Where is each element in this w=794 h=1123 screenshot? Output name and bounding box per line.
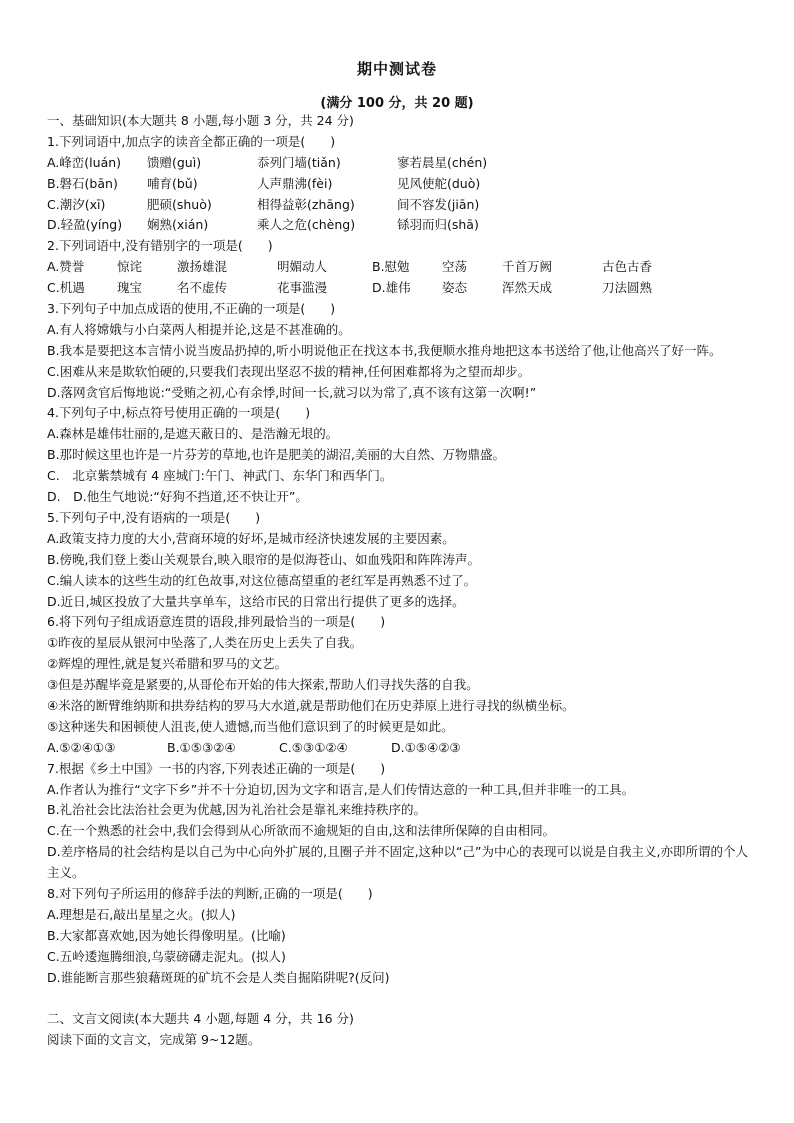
option-word: 刀法圆熟 [602, 280, 653, 296]
page-title: 期中测试卷 [356, 60, 437, 78]
option-row [47, 153, 757, 174]
option-word: 见风使舵(duò) [397, 175, 481, 191]
option-d: D.谁能断言那些狼藉斑斑的矿坑不会是人类自掘陷阱呢?(反问) [47, 969, 390, 985]
option-word: 瑰宝 [117, 280, 143, 296]
option-word: 娴熟(xián) [147, 217, 209, 233]
option-d: D.近日,城区投放了大量共享单车，这给市民的日常出行提供了更多的选择。 [47, 593, 465, 609]
option-word: 花事滥漫 [277, 280, 328, 296]
option-c: C. 北京紫禁城有 4 座城门:午门、神武门、东华门和西华门。 [47, 468, 393, 484]
option-row [47, 257, 757, 278]
section-heading: 二、文言文阅读(本大题共 4 小题,每题 4 分，共 16 分) [47, 1011, 354, 1027]
option-word: B.磐石(bān) [47, 175, 118, 191]
option-word: 明媚动人 [277, 259, 328, 275]
option-word: 名不虚传 [177, 280, 228, 296]
option-word: 忝列门墙(tiǎn) [257, 154, 341, 170]
option-a: A.森林是雄伟壮丽的,是遮天蔽日的、是浩瀚无垠的。 [47, 426, 339, 442]
option-word: 姿态 [442, 280, 468, 296]
sentence-5: ⑤这种迷失和困顿使人沮丧,使人遗憾,而当他们意识到了的时候更是如此。 [47, 718, 454, 734]
option-b: B.傍晚,我们登上娄山关观景台,映入眼帘的是似海苍山、如血残阳和阵阵涛声。 [47, 551, 480, 567]
question-stem: 8.对下列句子所运用的修辞手法的判断,正确的一项是( ) [47, 886, 373, 901]
option-a: A.政策支持力度的大小,营商环境的好坏,是城市经济快速发展的主要因素。 [47, 530, 455, 546]
sentence-3: ③但是苏醒毕竟是紧要的,从哥伦布开始的伟大探索,帮助人们寻找失落的自我。 [47, 677, 479, 693]
option-d: D.差序格局的社会结构是以自己为中心向外扩展的,且圈子并不固定,这种以“己”为中心的表现可以说是自我主义,亦即所谓的个人主义。 [47, 844, 748, 881]
question-stem: 5.下列句子中,没有语病的一项是( ) [47, 509, 261, 525]
option-c: C.在一个熟悉的社会中,我们会得到从心所欲而不逾规矩的自由,这和法律所保障的自由相同。 [47, 823, 556, 839]
option-word: 间不容发(jiān) [397, 196, 480, 212]
option-row [47, 215, 757, 236]
option-word: D.轻盈(yíng) [47, 217, 123, 233]
sentence-1: ①昨夜的星辰从银河中坠落了,人类在历史上丢失了自我。 [47, 635, 363, 651]
option-word: 馈赠(guì) [147, 154, 202, 170]
spacer [47, 988, 757, 1009]
option-d: D.①⑤④②③ [391, 739, 461, 755]
option-row [47, 174, 757, 195]
option-b: B.那时候这里也许是一片芬芳的草地,也许是肥美的湖沼,美丽的大自然、万物鼎盛。 [47, 447, 505, 463]
option-row [47, 738, 757, 759]
option-word: C.机遇 [47, 280, 85, 296]
sentence-2: ②辉煌的理性,就是复兴希腊和罗马的文艺。 [47, 656, 288, 672]
option-word: A.赞誉 [47, 259, 85, 275]
option-b: B.礼治社会比法治社会更为优越,因为礼治社会是靠礼来维持秩序的。 [47, 802, 427, 818]
option-a: A.⑤②④①③ [47, 739, 116, 755]
question-stem: 4.下列句子中,标点符号使用正确的一项是( ) [47, 405, 311, 421]
section-heading: 一、基础知识(本大题共 8 小题,每小题 3 分，共 24 分) [47, 113, 354, 128]
page-subtitle: (满分 100 分，共 20 题) [320, 96, 474, 111]
option-c: C.困难从来是欺软怕硬的,只要我们表现出坚忍不拔的精神,任何困难都将为之望而却步。 [47, 363, 531, 379]
option-word: 相得益彰(zhāng) [257, 196, 355, 212]
option-word: 寥若晨星(chén) [397, 154, 488, 170]
option-d: D.落网贪官后悔地说:“受贿之初,心有余悸,时间一长,就习以为常了,真不该有这第一次啊!” [47, 384, 537, 400]
option-word: 哺育(bǔ) [147, 175, 198, 191]
option-word: B.慰勉 [372, 259, 410, 275]
sentence-4: ④米洛的断臂维纳斯和拱券结构的罗马大水道,就是帮助他们在历史莽原上进行寻找的纵横坐标。 [47, 697, 575, 713]
option-b: B.①⑤③②④ [167, 739, 236, 755]
option-word: C.潮汐(xī) [47, 196, 106, 212]
option-word: D.雄伟 [372, 280, 411, 296]
reading-instruction: 阅读下面的文言文，完成第 9~12题。 [47, 1032, 261, 1048]
option-a: A.理想是石,敲出星星之火。(拟人) [47, 906, 236, 922]
option-c: C.⑤③①②④ [279, 739, 348, 755]
option-c: C.编人读本的这些生动的红色故事,对这位德高望重的老红军是再熟悉不过了。 [47, 572, 477, 588]
option-word: 肥硕(shuò) [147, 196, 212, 212]
option-row [47, 278, 757, 299]
option-word: 古色古香 [602, 259, 653, 275]
question-stem: 3.下列句子中加点成语的使用,不正确的一项是( ) [47, 301, 336, 317]
question-stem: 1.下列词语中,加点字的读音全都正确的一项是( ) [47, 133, 336, 149]
option-a: A.有人将嫦娥与小白菜两人相提并论,这是不甚准确的。 [47, 321, 351, 337]
option-word: 浑然天成 [502, 280, 553, 296]
option-word: 铩羽而归(shā) [397, 217, 479, 233]
option-b: B.大家都喜欢她,因为她长得像明星。(比喻) [47, 927, 286, 943]
option-word: 人声鼎沸(fèi) [257, 175, 333, 191]
option-word: A.峰峦(luán) [47, 154, 122, 170]
option-row [47, 195, 757, 216]
exam-content [47, 111, 757, 1051]
option-a: A.作者认为推行“文字下乡”并不十分迫切,因为文字和语言,是人们传情达意的一种工具,但并非唯一的工具。 [47, 781, 635, 797]
question-stem: 2.下列词语中,没有错别字的一项是( ) [47, 238, 273, 254]
option-word: 乘人之危(chèng) [257, 217, 356, 233]
option-b: B.我本是要把这本言情小说当废品扔掉的,听小明说他正在找这本书,我便顺水推舟地把这本书送给了他,让他高兴了好一阵。 [47, 342, 722, 358]
option-d: D. D.他生气地说:“好狗不挡道,还不快让开”。 [47, 489, 308, 505]
question-stem: 7.根据《乡土中国》一书的内容,下列表述正确的一项是( ) [47, 760, 386, 776]
option-word: 千首万阙 [502, 259, 553, 275]
question-stem: 6.将下列句子组成语意连贯的语段,排列最恰当的一项是( ) [47, 614, 386, 630]
option-word: 激扬雄混 [177, 259, 228, 275]
option-word: 空荡 [442, 259, 468, 275]
option-word: 惊诧 [117, 259, 143, 275]
option-c: C.五岭逶迤腾细浪,乌蒙磅礴走泥丸。(拟人) [47, 948, 286, 964]
